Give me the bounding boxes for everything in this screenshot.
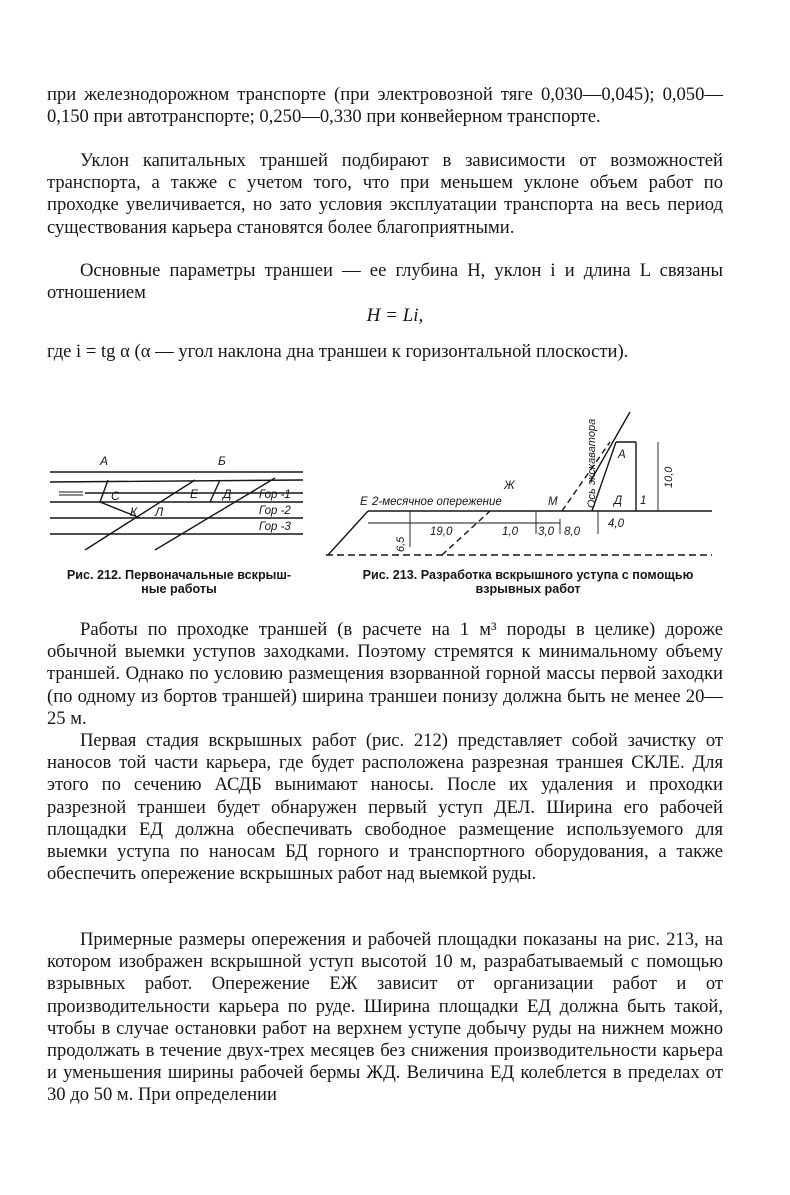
- figure-213-diagram: [320, 392, 720, 562]
- paragraph-trench-slope: Уклон капитальных траншей подбирают в зависимости от возможностей транспорта, а также с учетом того, что при меньшем уклоне объем работ по проходке увеличивается, но зато условия эксплуатации транспорта на весь период существования карьера становятся более благоприятными.: [47, 150, 723, 238]
- fig213-label-excavator-axis: Ось экскаватора: [586, 418, 598, 508]
- fig213-label-advance: 2-месячное опережение: [372, 496, 502, 508]
- figure-213-caption-line1: Рис. 213. Разработка вскрышного уступа с помощью: [362, 568, 694, 582]
- fig213-label-1: 1: [640, 495, 647, 507]
- paragraph-advance-dimensions: Примерные размеры опережения и рабочей площадки показаны на рис. 213, на котором изображен вскрышной уступ высотой 10 м, разрабатываемый с помощью взрывных работ. Опережение ЕЖ зависит от организации работ и от производительности карьера по руде. Ширина площадки ЕД должна быть такой, чтобы в случае остановки работ на верхнем уступе добычу руды на нижнем можно продолжать в течение двух-трех месяцев без снижения производительности карьера и уменьшения ширины рабочей бермы ЖД. Величина ЕД колеблется в пределах от 30 до 50 м. При определении: [47, 929, 723, 1106]
- fig213-label-depth: 6,5: [395, 536, 407, 552]
- figure-213-caption-line2: взрывных работ: [475, 582, 581, 596]
- figure-213-caption: [328, 568, 728, 596]
- paragraph-formula-explanation: где i = tg α (α — угол наклона дна траншеи к горизонтальной плоскости).: [47, 341, 629, 362]
- figure-212-caption: [45, 568, 313, 596]
- fig212-label-l: Л: [155, 505, 164, 519]
- fig212-label-k: К: [130, 505, 138, 519]
- fig213-label-1-0: 1,0: [502, 526, 518, 538]
- fig213-label-8-0: 8,0: [564, 526, 580, 538]
- fig212-label-hor3: Гор -3: [259, 521, 291, 533]
- fig212-label-b: Б: [218, 454, 226, 468]
- fig212-label-c: С: [111, 489, 120, 503]
- fig212-label-hor1: Гор -1: [259, 489, 291, 501]
- fig212-label-hor2: Гор -2: [259, 505, 291, 517]
- paragraph-first-stage: Первая стадия вскрышных работ (рис. 212) представляет собой зачистку от наносов той части карьера, где будет расположена разрезная траншея СКЛЕ. Для этого по сечению АСДБ вынимают наносы. После их удаления и проходки разрезной траншеи будет обнаружен первый уступ ДЕЛ. Ширина его рабочей площадки ЕД должна обеспечивать свободное размещение используемого для выемки уступа по наносам БД горного и транспортного оборудования, а также обеспечить опережение вскрышных работ над выемкой руды.: [47, 730, 723, 885]
- figure-212-caption-line2: ные работы: [141, 582, 217, 596]
- paragraph-trench-parameters: Основные параметры траншеи — ее глубина H, уклон i и длина L связаны отношением: [47, 260, 723, 304]
- fig212-label-e: Е: [190, 487, 199, 501]
- fig213-label-height: 10,0: [663, 466, 675, 488]
- figure-212-diagram: [45, 450, 315, 565]
- paragraph-transport-slopes: при железнодорожном транспорте (при электровозной тяге 0,030—0,045); 0,050—0,150 при автотранспорте; 0,250—0,330 при конвейерном транспорте.: [47, 84, 723, 128]
- fig212-label-d: Д: [223, 487, 232, 501]
- formula-h-li: H = Li,: [366, 305, 424, 326]
- fig213-label-4-0: 4,0: [608, 518, 624, 530]
- fig212-label-a: А: [100, 454, 109, 468]
- fig213-label-e: Е: [360, 496, 368, 508]
- fig213-label-19: 19,0: [430, 526, 453, 538]
- figure-212-caption-line1: Рис. 212. Первоначальные вскрыш-: [66, 568, 292, 582]
- fig213-label-zh: Ж: [504, 480, 515, 492]
- fig213-label-d: Д: [614, 495, 623, 507]
- fig213-label-3-0: 3,0: [538, 526, 554, 538]
- paragraph-trench-cost: Работы по проходке траншей (в расчете на 1 м³ породы в целике) дороже обычной выемки уступов заходками. Поэтому стремятся к минимальному объему траншей. Однако по условию размещения взорванной горной массы первой заходки (по одному из бортов траншей) ширина траншеи понизу должна быть не менее 20—25 м.: [47, 619, 723, 729]
- fig213-label-m: М: [548, 496, 558, 508]
- fig213-label-a: А: [618, 449, 626, 461]
